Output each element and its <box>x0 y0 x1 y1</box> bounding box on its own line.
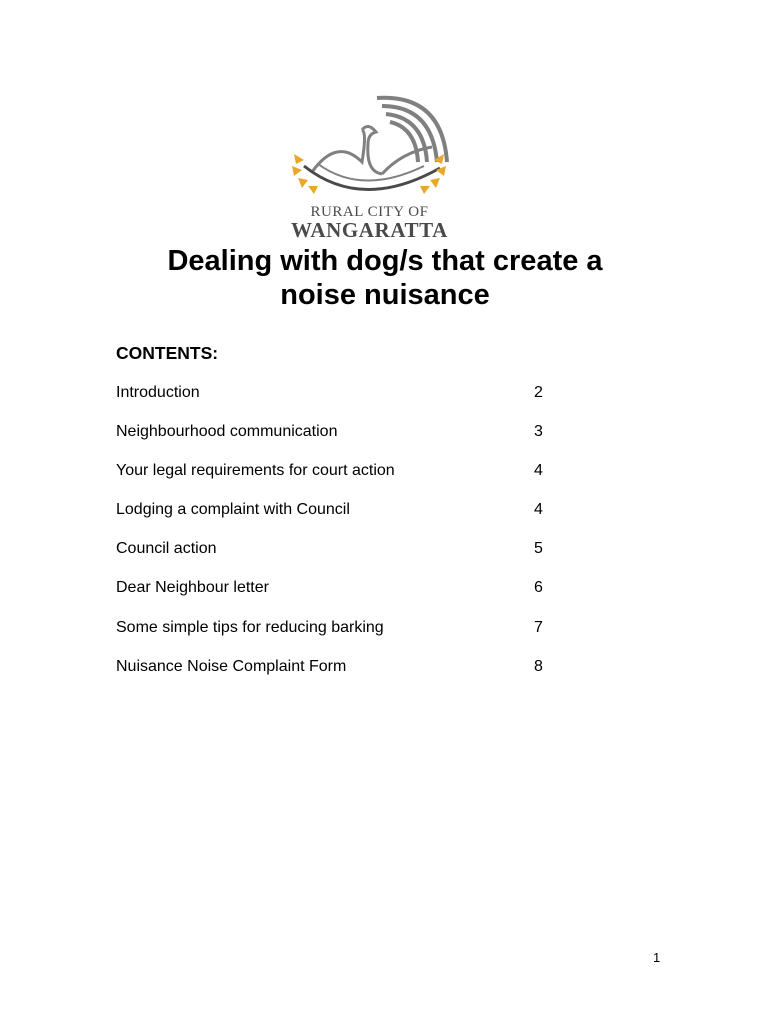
toc-row-complaint-form <box>116 658 556 697</box>
toc-page: 4 <box>534 501 543 519</box>
toc-page: 4 <box>534 462 543 480</box>
toc-label: Lodging a complaint with Council <box>116 501 350 519</box>
toc-label: Your legal requirements for court action <box>116 462 395 480</box>
toc-label: Nuisance Noise Complaint Form <box>116 657 347 675</box>
council-logo <box>282 92 457 240</box>
toc-row-dear-neighbour-letter <box>116 579 556 618</box>
toc-page: 8 <box>534 657 543 675</box>
toc-row-neighbourhood-communication <box>116 423 556 462</box>
toc-row-introduction <box>116 384 556 423</box>
page-number: 1 <box>653 950 661 965</box>
toc-row-reducing-barking-tips <box>116 619 556 658</box>
toc-page: 2 <box>534 384 543 401</box>
contents-heading: CONTENTS: <box>116 343 219 363</box>
toc-page: 7 <box>534 618 543 636</box>
toc-label: Council action <box>116 540 217 558</box>
toc-page: 5 <box>534 540 543 558</box>
toc-row-legal-requirements <box>116 462 556 501</box>
toc-label: Neighbourhood communication <box>116 423 338 441</box>
logo-text-line2: WANGARATTA <box>291 218 448 242</box>
toc-page: 6 <box>534 579 543 597</box>
logo-text-line1: RURAL CITY OF <box>310 204 429 220</box>
toc-row-council-action <box>116 540 556 579</box>
title-line1: Dealing with dog/s that create a <box>167 245 603 277</box>
document-title <box>100 244 670 312</box>
toc-row-lodging-complaint <box>116 501 556 540</box>
toc-page: 3 <box>534 423 543 441</box>
toc-label: Some simple tips for reducing barking <box>116 618 384 636</box>
title-line2: noise nuisance <box>280 279 490 311</box>
toc-label: Introduction <box>116 384 200 401</box>
toc-label: Dear Neighbour letter <box>116 579 269 597</box>
table-of-contents <box>116 384 556 697</box>
swan-logo-icon <box>282 92 457 202</box>
